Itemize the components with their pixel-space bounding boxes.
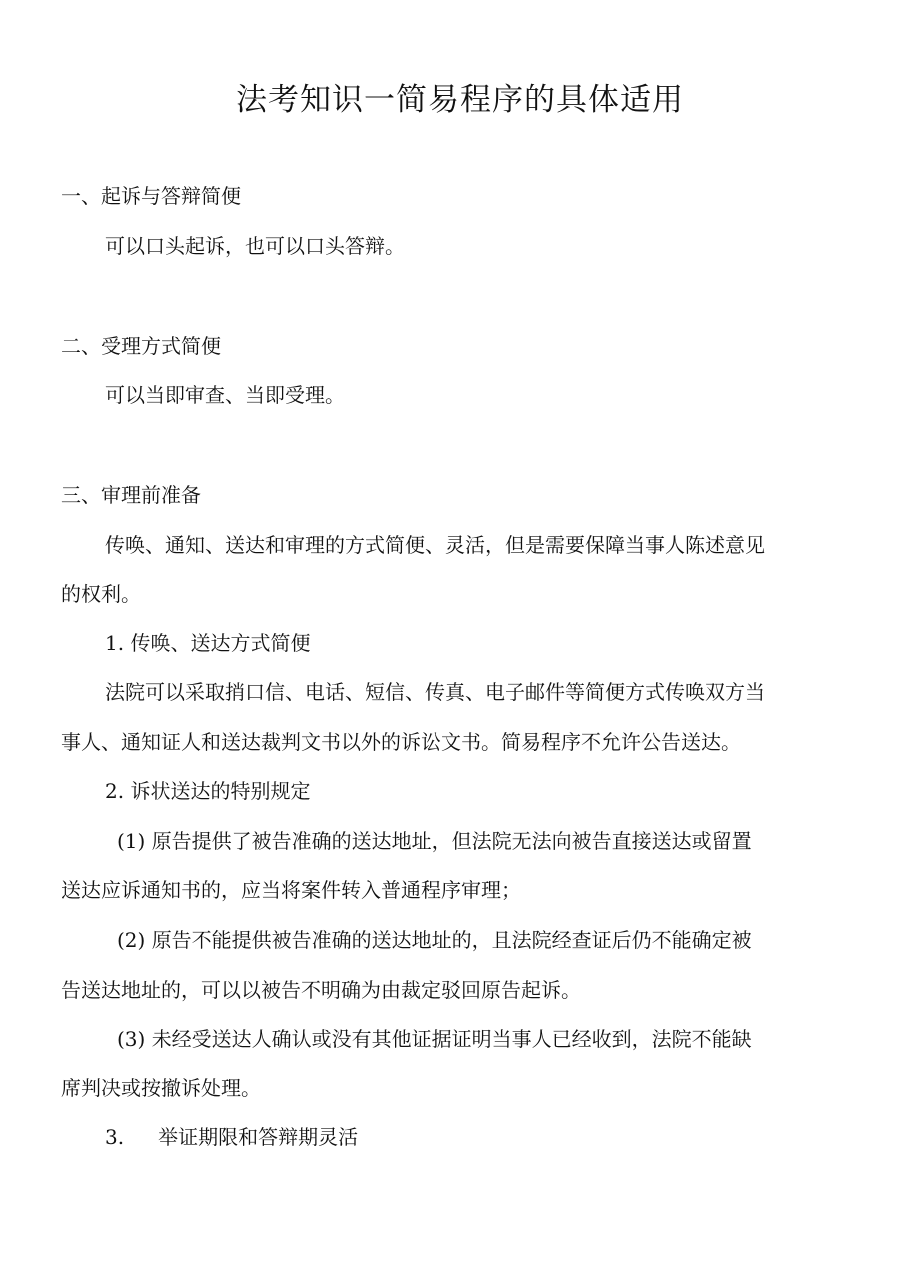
item-1-body-line-1: 法院可以采取捎口信、电话、短信、传真、电子邮件等简便方式传唤双方当	[105, 680, 765, 704]
item-1-heading: 1. 传唤、送达方式简便	[105, 631, 311, 655]
item-2-point-1-line-2: 送达应诉通知书的，应当将案件转入普通程序审理；	[61, 878, 521, 902]
item-2-point-1-line-1: (1) 原告提供了被告准确的送达地址，但法院无法向被告直接送达或留置	[117, 829, 752, 853]
item-2-point-3-line-2: 席判决或按撤诉处理。	[61, 1076, 261, 1100]
page-title: 法考知识一简易程序的具体适用	[236, 82, 684, 118]
item-2-heading: 2. 诉状送达的特别规定	[105, 779, 311, 803]
section-3-heading: 三、审理前准备	[61, 483, 201, 507]
item-1-body-line-2: 事人、通知证人和送达裁判文书以外的诉讼文书。简易程序不允许公告送达。	[61, 730, 741, 754]
item-2-point-3-line-1: (3) 未经受送达人确认或没有其他证据证明当事人已经收到，法院不能缺	[117, 1027, 752, 1051]
item-2-point-2-line-1: (2) 原告不能提供被告准确的送达地址的，且法院经查证后仍不能确定被	[117, 928, 752, 952]
item-3-number: 3.	[105, 1125, 125, 1149]
item-2-point-2-line-2: 告送达地址的，可以以被告不明确为由裁定驳回原告起诉。	[61, 978, 581, 1002]
item-3-heading-row	[105, 1122, 358, 1152]
section-2-heading: 二、受理方式简便	[61, 334, 221, 358]
item-3-heading: 举证期限和答辩期灵活	[158, 1125, 359, 1149]
section-3-body-line-2: 的权利。	[61, 582, 141, 606]
section-2-body: 可以当即审查、当即受理。	[105, 383, 345, 407]
section-1-heading: 一、起诉与答辩简便	[61, 184, 241, 208]
section-1-body: 可以口头起诉，也可以口头答辩。	[105, 234, 405, 258]
section-3-body-line-1: 传唤、通知、送达和审理的方式简便、灵活，但是需要保障当事人陈述意见	[105, 533, 765, 557]
